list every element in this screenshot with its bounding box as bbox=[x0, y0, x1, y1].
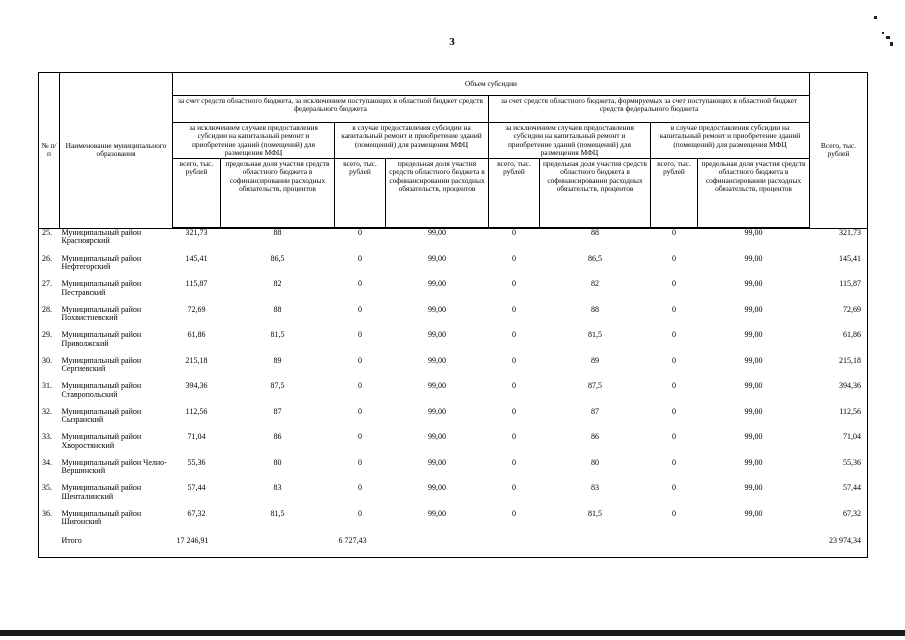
row-case-share: 99,00 bbox=[428, 279, 446, 289]
row-federal-share: 86 bbox=[591, 432, 599, 442]
row-regional-sum: 67,32 bbox=[187, 508, 206, 518]
table-row bbox=[39, 484, 868, 510]
header-volume: Объем субсидии bbox=[173, 73, 810, 96]
row-num: 25. bbox=[39, 228, 60, 255]
scan-speck bbox=[890, 42, 893, 46]
row-federal-case-sum: 0 bbox=[672, 228, 676, 238]
row-federal-case-share: 99,00 bbox=[744, 355, 763, 365]
header-total: Всего, тыс. рублей bbox=[810, 73, 868, 229]
table-row bbox=[39, 357, 868, 383]
row-total: 72,69 bbox=[810, 306, 868, 332]
row-regional-sum: 71,04 bbox=[187, 432, 206, 442]
row-federal-share: 87 bbox=[591, 406, 599, 416]
totals-empty bbox=[651, 535, 698, 558]
row-num: 31. bbox=[39, 382, 60, 408]
row-total: 57,44 bbox=[810, 484, 868, 510]
totals-empty bbox=[698, 535, 810, 558]
totals-row bbox=[39, 535, 868, 558]
header-num: № п/п bbox=[39, 73, 60, 229]
row-federal-case-sum: 0 bbox=[672, 304, 676, 314]
row-federal-share: 81,5 bbox=[588, 508, 602, 518]
header-group-regional: за счет средств областного бюджета, за исключением поступающих в областной бюджет средств федерального бюджета bbox=[173, 96, 489, 123]
row-num: 30. bbox=[39, 357, 60, 383]
row-federal-sum: 0 bbox=[512, 253, 516, 263]
header-all: всего, тыс. рублей bbox=[173, 159, 221, 229]
row-regional-share: 86 bbox=[273, 432, 282, 442]
row-case-sum: 0 bbox=[358, 508, 362, 518]
row-case-share: 99,00 bbox=[428, 381, 446, 391]
totals-empty bbox=[489, 535, 540, 558]
header-share: предельная доля участия средств областного бюджета в софинансировании расходных обязательств, процентов bbox=[386, 159, 489, 229]
row-federal-share: 83 bbox=[591, 483, 599, 493]
row-federal-case-sum: 0 bbox=[672, 457, 676, 467]
row-total: 145,41 bbox=[810, 255, 868, 281]
row-num: 35. bbox=[39, 484, 60, 510]
row-federal-case-share: 99,00 bbox=[744, 406, 763, 416]
row-regional-sum: 55,36 bbox=[187, 457, 206, 467]
row-federal-sum: 0 bbox=[512, 457, 516, 467]
row-case-sum: 0 bbox=[358, 483, 362, 493]
row-case-share: 99,00 bbox=[428, 355, 446, 365]
row-federal-share: 87,5 bbox=[588, 381, 602, 391]
row-regional-share: 88 bbox=[273, 304, 282, 314]
row-federal-share: 88 bbox=[591, 304, 599, 314]
row-case-share: 99,00 bbox=[428, 483, 446, 493]
row-federal-case-sum: 0 bbox=[672, 253, 676, 263]
row-federal-share: 80 bbox=[591, 457, 599, 467]
row-total: 321,73 bbox=[810, 228, 868, 255]
row-name: Муниципальный район Челно-Вершинский bbox=[61, 457, 167, 476]
row-regional-share: 81,5 bbox=[270, 330, 285, 340]
row-regional-sum: 112,56 bbox=[185, 406, 208, 416]
row-regional-sum: 115,87 bbox=[185, 279, 208, 289]
row-federal-sum: 0 bbox=[512, 381, 516, 391]
row-name: Муниципальный район Красноярский bbox=[61, 227, 142, 246]
row-federal-case-sum: 0 bbox=[672, 432, 676, 442]
row-regional-share: 89 bbox=[273, 355, 282, 365]
row-regional-sum: 61,86 bbox=[187, 330, 206, 340]
row-federal-case-share: 99,00 bbox=[744, 508, 763, 518]
row-federal-sum: 0 bbox=[512, 406, 516, 416]
header-all: всего, тыс. рублей bbox=[651, 159, 698, 229]
row-case-share: 99,00 bbox=[428, 228, 446, 238]
totals-num bbox=[39, 535, 60, 558]
row-num: 28. bbox=[39, 306, 60, 332]
row-total: 215,18 bbox=[810, 357, 868, 383]
row-case-sum: 0 bbox=[358, 457, 362, 467]
table-row bbox=[39, 382, 868, 408]
totals-regional: 17 246,91 bbox=[173, 535, 221, 558]
row-case-sum: 0 bbox=[358, 253, 362, 263]
row-case-share: 99,00 bbox=[428, 330, 446, 340]
row-federal-share: 81,5 bbox=[588, 330, 602, 340]
row-total: 115,87 bbox=[810, 280, 868, 306]
table-row bbox=[39, 510, 868, 536]
row-case-sum: 0 bbox=[358, 330, 362, 340]
row-regional-share: 88 bbox=[273, 228, 282, 238]
header-group-federal: за счет средств областного бюджета, формируемых за счет поступающих в областной бюджет средств федерального бюджета bbox=[489, 96, 810, 123]
row-regional-sum: 72,69 bbox=[187, 304, 206, 314]
row-regional-sum: 145,41 bbox=[185, 253, 208, 263]
row-federal-case-sum: 0 bbox=[672, 279, 676, 289]
page-number: 3 bbox=[449, 36, 455, 48]
table-row bbox=[39, 331, 868, 357]
row-case-share: 99,00 bbox=[428, 406, 446, 416]
row-num: 27. bbox=[39, 280, 60, 306]
header-share: предельная доля участия средств областного бюджета в софинансировании расходных обязательств, процентов bbox=[698, 159, 810, 229]
row-regional-sum: 321,73 bbox=[185, 228, 208, 238]
row-name: Муниципальный район Хворостянский bbox=[61, 432, 142, 450]
row-case-sum: 0 bbox=[358, 355, 362, 365]
row-total: 112,56 bbox=[810, 408, 868, 434]
row-regional-share: 82 bbox=[273, 279, 282, 289]
row-federal-case-share: 99,00 bbox=[744, 253, 763, 263]
row-name: Муниципальный район Нефтегорский bbox=[61, 253, 142, 272]
row-case-share: 99,00 bbox=[428, 304, 446, 314]
header-case-mfc-federal: в случае предоставления субсидии на капитальный ремонт и приобретение зданий (помещений) для размещения МФЦ bbox=[651, 123, 810, 159]
header-case-mfc: в случае предоставления субсидии на капитальный ремонт и приобретение зданий (помещений) для размещения МФЦ bbox=[335, 123, 489, 159]
row-federal-case-share: 99,00 bbox=[744, 304, 763, 314]
row-federal-case-sum: 0 bbox=[672, 381, 676, 391]
row-num: 36. bbox=[39, 510, 60, 536]
row-regional-share: 81,5 bbox=[270, 508, 285, 518]
row-federal-case-share: 99,00 bbox=[744, 330, 763, 340]
row-federal-case-share: 99,00 bbox=[744, 228, 763, 238]
scan-speck bbox=[886, 36, 890, 39]
subsidy-table bbox=[38, 72, 868, 558]
row-federal-share: 82 bbox=[591, 279, 599, 289]
row-total: 394,36 bbox=[810, 382, 868, 408]
row-federal-sum: 0 bbox=[512, 508, 516, 518]
row-total: 71,04 bbox=[810, 433, 868, 459]
row-name: Муниципальный район Сызранский bbox=[61, 406, 142, 425]
row-name: Муниципальный район Ставропольский bbox=[61, 381, 142, 399]
header-name: Наименование муниципального образования bbox=[60, 73, 173, 229]
row-case-sum: 0 bbox=[358, 304, 362, 314]
header-except-mfc-federal: за исключением случаев предоставления субсидии на капитальный ремонт и приобретение зданий (помещений) для размещения МФЦ bbox=[489, 123, 651, 159]
row-federal-case-share: 99,00 bbox=[744, 381, 763, 391]
scan-speck bbox=[882, 32, 884, 34]
row-regional-sum: 57,44 bbox=[187, 483, 206, 493]
row-federal-sum: 0 bbox=[512, 355, 516, 365]
table-row bbox=[39, 459, 868, 485]
row-federal-share: 88 bbox=[591, 228, 599, 238]
header-all: всего, тыс. рублей bbox=[335, 159, 386, 229]
row-case-sum: 0 bbox=[358, 432, 362, 442]
row-num: 29. bbox=[39, 331, 60, 357]
row-federal-share: 89 bbox=[591, 355, 599, 365]
totals-empty bbox=[221, 535, 335, 558]
row-name: Муниципальный район Шигонский bbox=[61, 508, 142, 527]
table-row bbox=[39, 280, 868, 306]
row-federal-case-sum: 0 bbox=[672, 330, 676, 340]
row-federal-sum: 0 bbox=[512, 330, 516, 340]
row-regional-share: 87 bbox=[273, 406, 282, 416]
totals-sum: 23 974,34 bbox=[810, 535, 868, 558]
row-federal-case-share: 99,00 bbox=[744, 279, 763, 289]
row-case-sum: 0 bbox=[358, 381, 362, 391]
table-row bbox=[39, 433, 868, 459]
totals-empty bbox=[386, 535, 489, 558]
row-federal-sum: 0 bbox=[512, 228, 516, 238]
row-name: Муниципальный район Сергиевский bbox=[61, 355, 142, 374]
row-name: Муниципальный район Шенталинский bbox=[61, 483, 142, 501]
row-federal-case-sum: 0 bbox=[672, 406, 676, 416]
row-total: 55,36 bbox=[810, 459, 868, 485]
table-row bbox=[39, 255, 868, 281]
row-federal-sum: 0 bbox=[512, 279, 516, 289]
row-total: 67,32 bbox=[810, 510, 868, 536]
row-regional-share: 87,5 bbox=[270, 381, 285, 391]
row-case-share: 99,00 bbox=[428, 508, 446, 518]
row-federal-sum: 0 bbox=[512, 483, 516, 493]
row-regional-share: 80 bbox=[273, 457, 282, 467]
row-case-share: 99,00 bbox=[428, 432, 446, 442]
row-num: 32. bbox=[39, 408, 60, 434]
row-regional-sum: 394,36 bbox=[185, 381, 208, 391]
row-federal-case-share: 99,00 bbox=[744, 483, 763, 493]
table-row bbox=[39, 408, 868, 434]
scan-marks bbox=[872, 6, 894, 46]
row-case-share: 99,00 bbox=[428, 457, 446, 467]
row-num: 26. bbox=[39, 255, 60, 281]
header-except-mfc: за исключением случаев предоставления субсидии на капитальный ремонт и приобретение зданий (помещений) для размещения МФЦ bbox=[173, 123, 335, 159]
totals-label: Итого bbox=[60, 535, 173, 558]
scan-speck bbox=[874, 16, 877, 19]
row-federal-share: 86,5 bbox=[588, 253, 602, 263]
row-federal-sum: 0 bbox=[512, 432, 516, 442]
header-share: предельная доля участия средств областного бюджета в софинансировании расходных обязательств, процентов bbox=[221, 159, 335, 229]
row-case-share: 99,00 bbox=[428, 253, 446, 263]
row-regional-share: 83 bbox=[273, 483, 282, 493]
row-federal-case-sum: 0 bbox=[672, 483, 676, 493]
table-body bbox=[39, 228, 868, 535]
row-case-sum: 0 bbox=[358, 228, 362, 238]
table-row bbox=[39, 306, 868, 332]
header-share: предельная доля участия средств областного бюджета в софинансировании расходных обязательств, процентов bbox=[540, 159, 651, 229]
row-regional-sum: 215,18 bbox=[185, 355, 208, 365]
row-federal-sum: 0 bbox=[512, 304, 516, 314]
row-num: 34. bbox=[39, 459, 60, 485]
totals-empty bbox=[540, 535, 651, 558]
row-federal-case-sum: 0 bbox=[672, 508, 676, 518]
row-federal-case-sum: 0 bbox=[672, 355, 676, 365]
row-case-sum: 0 bbox=[358, 279, 362, 289]
row-federal-case-share: 99,00 bbox=[744, 432, 763, 442]
header-all: всего, тыс. рублей bbox=[489, 159, 540, 229]
table-row bbox=[39, 228, 868, 255]
row-total: 61,86 bbox=[810, 331, 868, 357]
row-regional-share: 86,5 bbox=[270, 253, 285, 263]
row-name: Муниципальный район Похвистневский bbox=[61, 304, 142, 323]
row-case-sum: 0 bbox=[358, 406, 362, 416]
row-num: 33. bbox=[39, 433, 60, 459]
row-name: Муниципальный район Приволжский bbox=[61, 330, 142, 348]
totals-case: 6 727,43 bbox=[335, 535, 386, 558]
page-bottom-edge bbox=[0, 630, 905, 636]
row-name: Муниципальный район Пестравский bbox=[61, 279, 142, 297]
row-federal-case-share: 99,00 bbox=[744, 457, 763, 467]
